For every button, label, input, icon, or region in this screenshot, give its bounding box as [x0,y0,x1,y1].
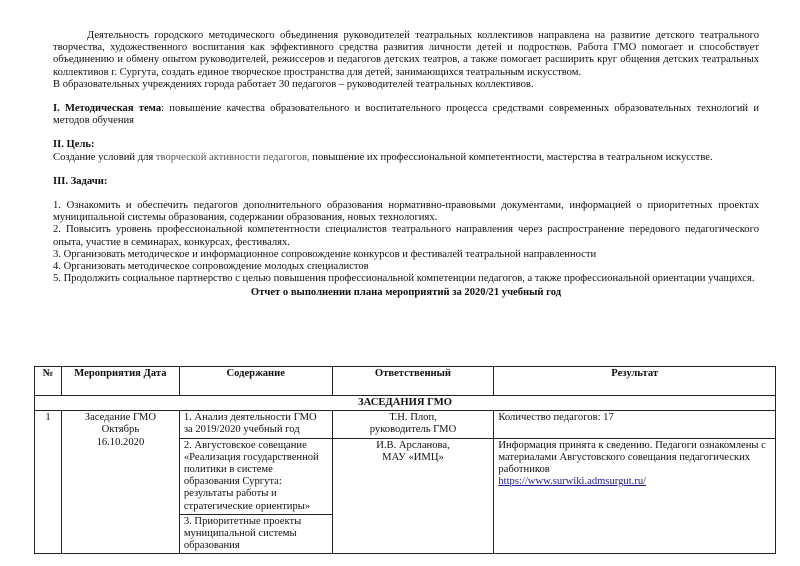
table-header-row [35,367,776,396]
header-content: Содержание [179,367,332,396]
section-row [35,396,776,411]
report-table [34,366,776,554]
result-text: Информация принята к сведению. Педагоги ознакомлены с материалами Августовского совещания педагогических работников [498,439,766,476]
content-item: 3. Приоритетные проекты муниципальной системы образования [179,514,332,554]
intro-paragraph: Деятельность городского методического объединения руководителей театральных коллективов направлена на развитие детского театрального творчества, художественного воспитания как эффективного средства развития личности детей и подростков. Работа ГМО помогает и способствует объединению и обмену опытом руководителей, режиссеров и педагогов детских театров, а также помогает расширить круг общения детских театральных коллективов г. Сургута, создать единое творческое пространства для детей, занимающихся театральным искусством. [53,30,759,78]
responsible-cell [332,411,494,438]
row-number: 1 [35,411,62,554]
content-item: 2. Августовское совещание «Реализация государственной политики в системе образования Сургута: результаты работы и стратегические ориентиры» [179,438,332,514]
row-event [61,411,179,554]
task-item: 2. Повысить уровень профессиональной компетентности специалистов театрального направления через распространение передового педагогического опыта, участие в семинарах, конкурсах, фестивалях. [53,224,759,248]
goal-text-highlight: творческой активности педагогов, [155,151,310,163]
methodical-theme-text: : повышение качества образовательного и воспитательного процесса средствами современных образовательных технологий и методов обучения [53,103,759,127]
responsible-role: руководитель ГМО [369,424,457,436]
goal-text-part: повышение их профессиональной компетентности, мастерства в театральном искусстве. [309,151,713,163]
result-cell [494,438,776,554]
tasks-heading: III. Задачи: [53,175,108,187]
event-name: Заседание ГМО [84,412,157,424]
document-page [53,30,759,300]
responsible-cell [332,438,494,554]
responsible-role: МАУ «ИМЦ» [382,451,444,463]
header-result: Результат [494,367,776,396]
surwiki-link[interactable]: https://www.surwiki.admsurgut.ru/ [498,476,647,488]
content-item: 1. Анализ деятельности ГМО за 2019/2020 учебный год [179,411,332,438]
teachers-count-paragraph: В образовательных учреждениях города работает 30 педагогов – руководителей театральных коллективов. [53,78,534,90]
header-event [61,367,179,396]
header-responsible: Ответственный [332,367,494,396]
table-row [35,411,776,438]
event-date: 16.10.2020 [96,436,145,448]
task-item: 4. Организовать методическое сопровождение молодых специалистов [53,261,369,273]
report-title: Отчет о выполнении плана мероприятий за 2020/21 учебный год [250,287,562,299]
methodical-theme-label: I. Методическая тема [53,103,162,115]
methodical-theme [53,103,759,127]
header-num: № [35,367,62,396]
header-event-label: Мероприятия Дата [74,368,167,379]
responsible-name: Т.Н. Плоп, [389,412,437,424]
goal-heading: II. Цель: [53,139,95,151]
task-item: 1. Ознакомить и обеспечить педагогов дополнительного образования нормативно-правовыми документами, информацией о приоритетных проектах муниципальной системы образования, содержании образования, новых технологиях. [53,200,759,224]
result-cell: Количество педагогов: 17 [494,411,776,438]
task-item: 5. Продолжить социальное партнерство с целью повышения профессиональной компетенции педагогов, а также профессиональной ориентации учащихся. [53,273,755,285]
task-item: 3. Организовать методическое и информационное сопровождение конкурсов и фестивалей театральной направленности [53,248,597,260]
goal-text [53,152,759,164]
event-month: Октябрь [101,424,140,436]
responsible-name: И.В. Арсланова, [376,439,450,451]
section-row-label: ЗАСЕДАНИЯ ГМО [35,396,776,411]
goal-text-part: Создание условий для [53,151,156,163]
